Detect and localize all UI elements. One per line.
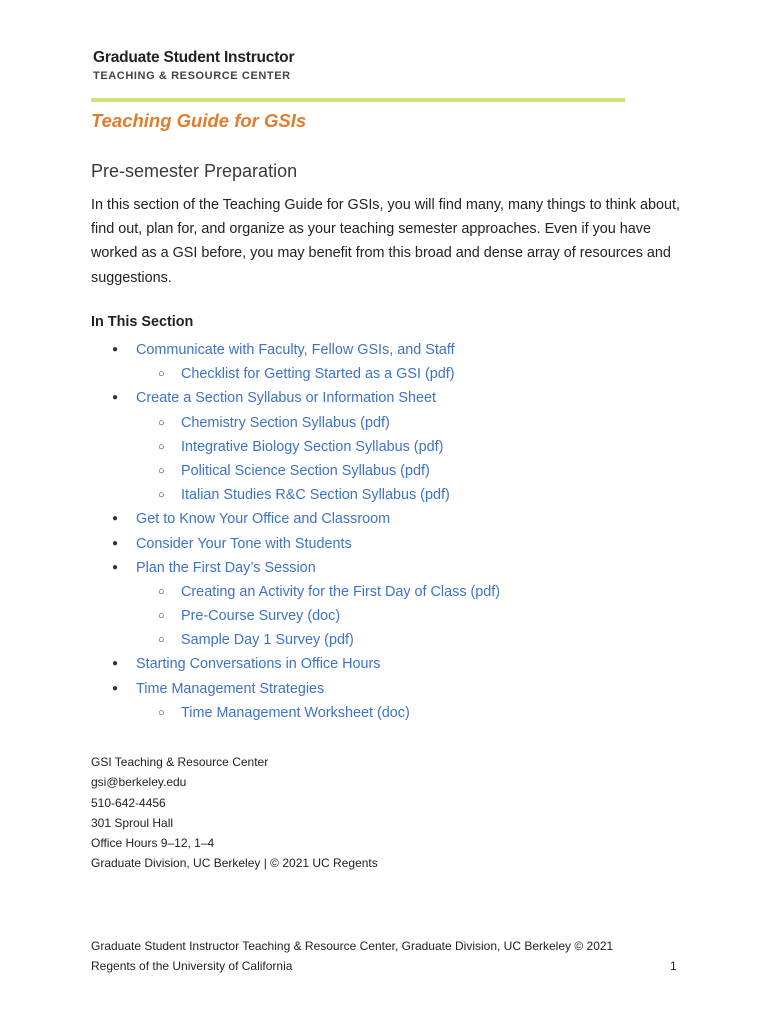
toc-item bbox=[91, 677, 731, 701]
toc-link[interactable]: Consider Your Tone with Students bbox=[136, 535, 352, 552]
toc-link[interactable]: Chemistry Section Syllabus (pdf) bbox=[181, 414, 390, 431]
bullet-icon: ● bbox=[112, 513, 119, 525]
sub-bullet-icon: ○ bbox=[158, 464, 165, 477]
footer-line-1: Graduate Student Instructor Teaching & Resource Center, Graduate Division, UC Berkeley © 2021 bbox=[91, 939, 614, 953]
toc-item bbox=[91, 386, 731, 410]
contact-block bbox=[91, 752, 378, 874]
toc-link[interactable]: Time Management Worksheet (doc) bbox=[181, 704, 410, 721]
bullet-icon: ● bbox=[112, 561, 119, 573]
sub-bullet-icon: ○ bbox=[158, 368, 165, 381]
sub-bullet-icon: ○ bbox=[158, 706, 165, 719]
toc-item bbox=[91, 532, 731, 556]
toc-link[interactable]: Checklist for Getting Started as a GSI (pdf) bbox=[181, 366, 455, 383]
contact-email: gsi@berkeley.edu bbox=[91, 775, 187, 790]
toc-link[interactable]: Create a Section Syllabus or Information Sheet bbox=[136, 390, 436, 407]
header-divider bbox=[91, 98, 625, 102]
toc-heading: In This Section bbox=[91, 314, 194, 330]
toc-item bbox=[91, 701, 731, 725]
toc-link[interactable]: Communicate with Faculty, Fellow GSIs, and Staff bbox=[136, 342, 455, 358]
toc-item bbox=[91, 628, 731, 652]
footer-line-2: Regents of the University of California bbox=[91, 959, 293, 973]
bullet-icon: ● bbox=[112, 682, 119, 694]
brand-name: Graduate Student Instructor bbox=[93, 49, 295, 66]
page-heading: Pre-semester Preparation bbox=[91, 161, 298, 181]
page-footer bbox=[91, 936, 681, 976]
bullet-icon: ● bbox=[112, 344, 119, 355]
sub-bullet-icon: ○ bbox=[158, 585, 165, 598]
toc-item bbox=[91, 604, 731, 628]
contact-hours: Office Hours 9–12, 1–4 bbox=[91, 836, 215, 851]
toc-link[interactable]: Creating an Activity for the First Day of Class (pdf) bbox=[181, 583, 501, 600]
sub-bullet-icon: ○ bbox=[158, 634, 165, 647]
toc-item bbox=[91, 483, 731, 507]
toc-link[interactable]: Political Science Section Syllabus (pdf) bbox=[181, 462, 430, 479]
toc-item bbox=[91, 580, 731, 604]
intro-paragraph: In this section of the Teaching Guide for GSIs, you will find many, many things to think about, find out, plan for, and organize as your teaching semester approaches. Even if you have worked as a GSI before, you may benefit from this broad and dense array of resources and suggestions. bbox=[91, 197, 680, 286]
toc-item bbox=[91, 435, 731, 459]
toc-item bbox=[91, 507, 731, 531]
sub-bullet-icon: ○ bbox=[158, 440, 165, 453]
bullet-icon: ● bbox=[112, 537, 119, 549]
toc-list bbox=[91, 338, 731, 725]
brand-subtitle: TEACHING & RESOURCE CENTER bbox=[93, 70, 291, 82]
bullet-icon: ● bbox=[112, 658, 119, 670]
sub-bullet-icon: ○ bbox=[158, 489, 165, 502]
brand-logo bbox=[93, 48, 294, 83]
sub-bullet-icon: ○ bbox=[158, 416, 165, 429]
toc-item bbox=[91, 338, 731, 362]
contact-org: GSI Teaching & Resource Center bbox=[91, 755, 269, 769]
toc-link[interactable]: Integrative Biology Section Syllabus (pdf) bbox=[181, 438, 444, 455]
toc-item bbox=[91, 459, 731, 483]
toc-link[interactable]: Italian Studies R&C Section Syllabus (pdf) bbox=[181, 487, 450, 504]
toc-link[interactable]: Time Management Strategies bbox=[136, 680, 325, 697]
toc-item bbox=[91, 556, 731, 580]
toc-link[interactable]: Plan the First Day’s Session bbox=[136, 559, 316, 576]
toc-link[interactable]: Starting Conversations in Office Hours bbox=[136, 656, 381, 673]
toc-item bbox=[91, 362, 731, 386]
page-number: 1 bbox=[670, 959, 677, 973]
sub-bullet-icon: ○ bbox=[158, 610, 165, 623]
contact-division: Graduate Division, UC Berkeley | © 2021 UC Regents bbox=[91, 856, 378, 871]
guide-title: Teaching Guide for GSIs bbox=[91, 110, 307, 131]
toc-item bbox=[91, 652, 731, 676]
toc-link[interactable]: Pre-Course Survey (doc) bbox=[181, 608, 341, 625]
bullet-icon: ● bbox=[112, 392, 119, 404]
toc-link[interactable]: Get to Know Your Office and Classroom bbox=[136, 511, 391, 528]
contact-address: 301 Sproul Hall bbox=[91, 815, 174, 830]
toc-item bbox=[91, 411, 731, 435]
toc-link[interactable]: Sample Day 1 Survey (pdf) bbox=[181, 632, 354, 649]
contact-phone: 510-642-4456 bbox=[91, 795, 166, 810]
